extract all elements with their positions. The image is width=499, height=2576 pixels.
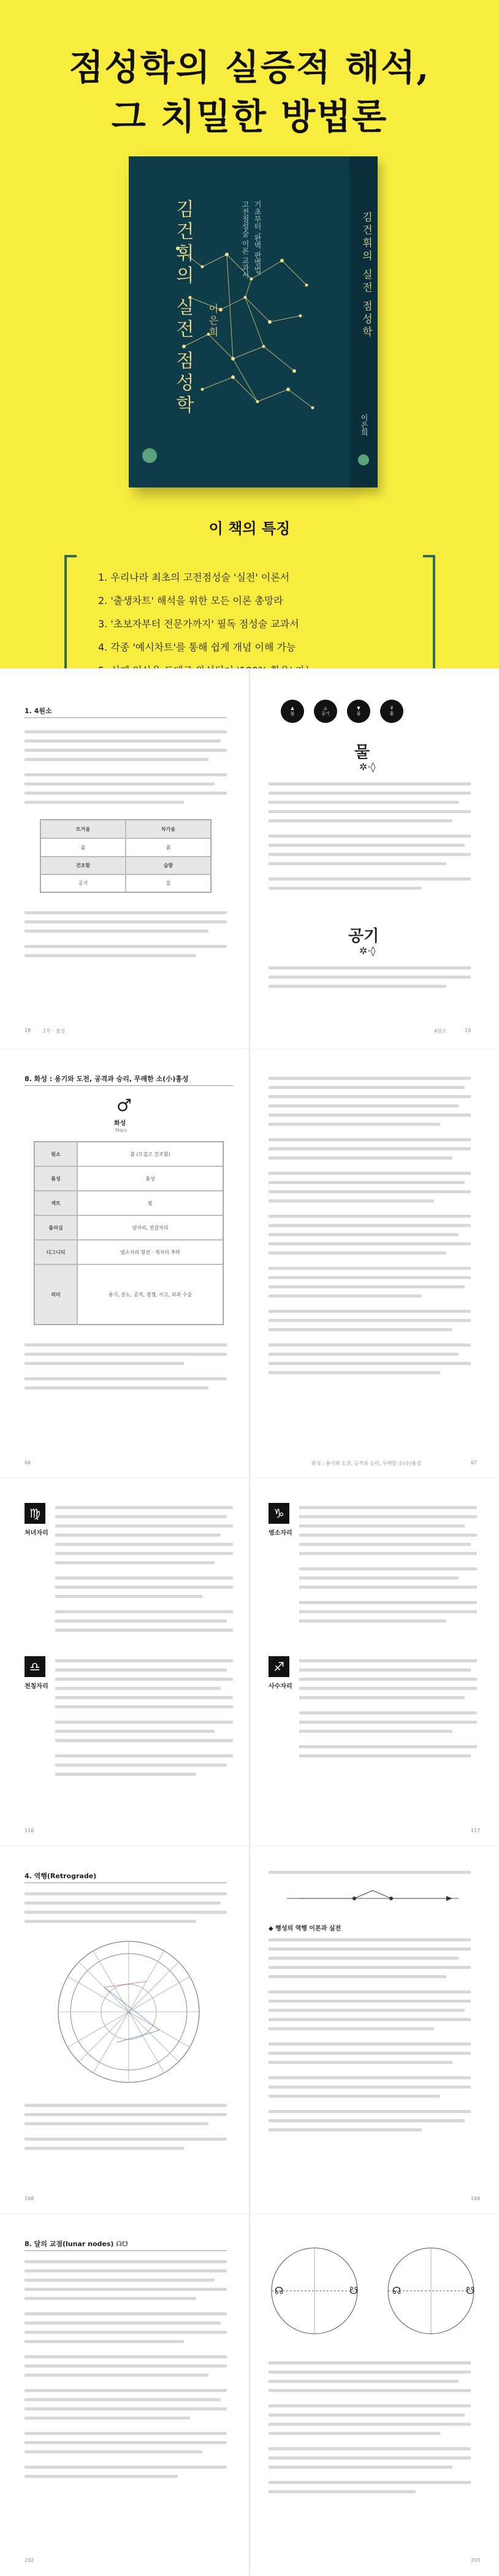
icon-label: 공기 [321,711,330,716]
icon-label: 흙 [389,711,394,716]
section-title: 4. 역행(Retrograde) [25,1871,227,1883]
cold-wet-icon: ✲·◊ [359,761,376,773]
page-left [6,669,249,1049]
text-line [299,1577,459,1580]
earth-icon: ⊽ 흙 [380,700,403,723]
text-line [269,2119,465,2122]
text-line [25,758,208,761]
spread-mars [0,1049,499,1478]
text-line [299,1524,465,1527]
text-line [25,2104,227,2107]
text-line [25,2312,227,2315]
sagittarius-icon: ♐ [269,1656,289,1677]
text-line [25,2122,208,2125]
text-line [269,1353,459,1356]
text-line [55,1552,233,1555]
air-icon: ◬ 공기 [314,700,337,723]
table-key: 의미 [34,1264,77,1324]
page-right [250,2214,493,2576]
sign-name: 천칭자리 [25,1683,48,1690]
page-number: 169 [471,2196,481,2201]
text-line [269,1957,459,1960]
text-line [25,782,215,785]
icon-label: 불 [290,711,295,716]
page-right [250,1846,493,2214]
text-line [299,1668,471,1672]
text-line [25,1353,227,1356]
text-line [25,911,227,914]
text-line [269,966,471,969]
text-line [299,1721,477,1724]
text-line [25,2475,178,2478]
text-line [25,2389,227,2392]
heading-water: 물 [354,743,370,762]
text-line [25,2340,184,2343]
features-title: 이 책의 특징 [208,520,291,537]
subsection-heading: ◆ 행성의 역행 이론과 실전 [269,1925,341,1932]
text-line [269,1319,471,1322]
text-line [25,749,227,752]
text-line [269,1276,471,1279]
hero-title [0,43,499,141]
page-number: 203 [471,2558,481,2563]
text-line [25,2398,221,2401]
text-line [55,1619,227,1622]
text-line [269,1199,434,1202]
book-spine [349,156,378,487]
text-line [269,1990,471,1993]
text-line [55,1610,233,1613]
water-icon: ▼ 물 [347,700,370,723]
text-line [55,1534,221,1537]
text-line [25,730,227,733]
page-right [250,1049,493,1478]
text-line [269,2466,452,2469]
page-left [6,1049,249,1478]
hero-section [0,0,499,668]
text-line [269,2061,452,2064]
text-line [269,2481,471,2484]
text-line [269,1156,452,1160]
text-line [55,1629,233,1632]
elements-table [40,819,211,893]
text-line [25,792,227,795]
text-line [269,2000,471,2003]
table-cell: 뜨거움 [40,820,126,838]
text-line [269,2009,465,2012]
text-line [25,954,196,957]
text-line [269,1343,471,1347]
text-line [269,2423,471,2426]
book-cover [129,156,349,487]
hot-wet-icon: ✲·◊ [359,945,376,957]
text-line [55,1754,233,1757]
running-head: 화성 : 용기와 도전, 공격과 승리, 무례한 소(小)흉성 [311,1461,421,1466]
text-line [269,1190,471,1193]
text-line [299,1610,477,1613]
sign-name: 염소자리 [269,1530,292,1537]
text-line [269,2432,440,2435]
section-title: 1. 4원소 [25,706,227,718]
table-value: 밤 [77,1191,223,1215]
text-line [55,1577,233,1580]
text-line [269,2128,422,2131]
text-line [299,1696,465,1699]
text-line [269,1233,459,1236]
page-number: 67 [471,1460,478,1466]
feature-item: 1. 우리나라 최초의 고전점성술 '실전' 이론서 [98,571,290,583]
text-line [25,2322,221,2325]
text-line [25,2407,227,2410]
text-line [25,2297,196,2300]
text-line [269,1215,471,1218]
text-line [25,1343,227,1347]
text-line [269,2076,471,2079]
book-title: 김건휘의 실전 점성학 [172,199,194,418]
hero-title-line1: 점성학의 실증적 해석, [69,47,430,88]
text-line [269,2052,471,2055]
text-line [55,1739,233,1742]
table-key: 품성 [34,1166,77,1191]
text-line [25,2147,184,2150]
features-list [98,566,314,682]
text-line [269,1095,471,1098]
table-key: 섹트 [34,1191,77,1215]
page-left [6,1846,249,2214]
text-line [269,887,422,890]
running-head: 1부 · 점성 [43,1028,65,1034]
text-line [269,2371,471,2374]
text-line [25,2364,227,2368]
text-line [25,2269,227,2272]
text-line [299,1730,452,1733]
text-line [299,1687,477,1690]
text-line [269,2404,471,2407]
text-line [269,1975,446,1978]
text-line [55,1668,227,1672]
text-line [55,1687,221,1690]
text-line [269,2380,459,2383]
table-cell: 흙 [126,838,211,857]
spine-author: 이은희 [360,414,368,436]
north-node-icon: ☊ [392,2285,402,2296]
text-line [269,801,459,804]
text-line [269,853,471,856]
text-line [25,773,227,776]
text-line [269,2110,471,2113]
table-value: 용기, 분노, 공격, 경쟁, 사고, 외과 수술 [77,1264,223,1324]
text-line [269,1224,471,1227]
table-key: 룰러십 [34,1215,77,1240]
text-line [269,1371,440,1374]
page-number: 66 [25,1460,31,1466]
spread-retrograde [0,1846,499,2214]
south-node-icon: ☋ [466,2285,475,2296]
text-line [269,2018,471,2021]
text-line [269,985,446,988]
text-line [55,1543,233,1546]
book-subtitle-1: 기초부터 '완벽 판별법' [253,201,262,276]
table-key: 원소 [34,1142,77,1166]
text-line [299,1567,477,1570]
text-line [299,1515,477,1518]
text-line [55,1506,233,1509]
text-line [55,1773,196,1776]
text-line [55,1730,215,1733]
planet-name-en: Mars [115,1128,128,1133]
page-number: 117 [471,1828,481,1833]
text-line [25,2432,227,2435]
text-line [269,1172,471,1175]
text-line [25,2279,215,2282]
text-line [269,1938,471,1941]
text-line [25,2260,227,2263]
text-line [269,2085,471,2089]
text-line [269,835,471,838]
text-line [25,945,227,948]
text-line [25,930,208,933]
text-line [269,810,471,813]
text-line [55,1678,233,1681]
text-line [25,2466,227,2469]
text-line [269,1267,471,1270]
text-line [299,1543,471,1546]
running-head: 4원소 [434,1028,447,1034]
text-line [269,1077,471,1080]
text-line [25,2417,190,2420]
text-line [269,862,446,865]
section-title: 8. 달의 교점(lunar nodes) ☊☋ [25,2239,227,2251]
text-line [55,1561,215,1564]
text-line [269,976,471,979]
text-line [269,2456,471,2459]
text-line [55,1764,227,1767]
text-line [25,1362,184,1365]
text-line [269,2043,471,2046]
text-line [269,1947,471,1951]
feature-item: 2. '출생차트' 해석을 위한 모든 이론 총망라 [98,595,283,606]
planet-name: 화성 [114,1120,126,1127]
text-line [299,1659,477,1662]
text-line [269,2447,471,2450]
text-line [55,1696,233,1699]
table-key: 디그니티 [34,1240,77,1264]
text-line [299,1678,477,1681]
page-left [6,2214,249,2576]
text-line [269,819,452,822]
text-line [55,1524,233,1527]
capricorn-icon: ♑ [269,1503,289,1524]
spine-title: 김건휘의 실전 점성학 [360,212,372,339]
spread-four-elements [0,668,499,1049]
table-cell: 불 [40,838,126,857]
text-line [299,1619,446,1622]
text-line [25,2441,227,2444]
text-line [55,1659,233,1662]
fire-icon: ▲ 불 [281,700,304,723]
text-line [269,1328,452,1331]
table-cell: 공기 [40,874,126,892]
text-line [55,1721,233,1724]
text-line [25,1377,227,1380]
book-subtitle-2: 고전점성술 이론 교과서 [241,201,250,279]
section-title: 8. 화성 : 용기와 도전, 공격과 승리, 무례한 소(小)흉성 [25,1074,233,1086]
text-line [269,1181,465,1184]
virgo-icon: ♍ [25,1503,45,1524]
text-line [269,2095,440,2098]
table-cell: 건조함 [40,857,126,874]
text-line [269,1147,471,1150]
mars-symbol-icon: ♂ [116,1095,132,1115]
page-number: 168 [25,2196,34,2201]
text-line [299,1552,477,1555]
sign-name: 사수자리 [269,1683,292,1690]
text-line [269,1114,471,1117]
feature-item: 4. 각종 '예시차트'를 통해 쉽게 개념 이해 가능 [98,641,296,653]
south-node-icon: ☋ [349,2285,359,2296]
text-line [55,1586,233,1589]
text-line [269,1966,471,1969]
text-line [25,1892,227,1895]
horoscope-chart-illustration [55,1938,202,2085]
page-number: 19 [465,1028,471,1033]
heading-air: 공기 [348,927,379,946]
text-line [269,1104,459,1107]
text-line [299,1754,471,1757]
text-line [269,1138,471,1141]
table-value: 염소자리 항진 · 게자리 추락 [77,1240,223,1264]
text-line [25,920,227,923]
table-value: 불 (뜨겁고 건조함) [77,1142,223,1166]
text-line [299,1745,477,1748]
page-left [6,1478,249,1846]
text-line [25,2450,202,2453]
table-value: 흉성 [77,1166,223,1191]
page-number: 202 [25,2558,34,2563]
text-line [25,1901,221,1905]
page-right [250,669,493,1049]
text-line [25,801,184,804]
text-line [269,1242,471,1245]
retrograde-motion-diagram [281,1883,465,1914]
text-line [269,1294,422,1298]
text-line [55,1595,202,1598]
table-cell: 물 [126,874,211,892]
text-line [299,1586,477,1589]
text-line [55,1515,227,1518]
page-number: 18 [25,1028,31,1033]
page-right [250,1478,493,1846]
book-subtitle [239,201,264,279]
sign-name: 처녀자리 [25,1530,48,1537]
text-line [269,844,465,847]
table-cell: 습함 [126,857,211,874]
text-line [25,2113,227,2116]
text-line [25,2331,227,2334]
text-line [25,1911,227,1914]
text-line [269,1310,471,1313]
text-line [25,1920,196,1923]
icon-label: 물 [356,711,361,716]
text-line [269,1252,446,1255]
libra-icon: ♎ [25,1656,45,1677]
book-author: 이은희 [207,304,219,338]
spread-signs [0,1478,499,1846]
text-line [25,2288,227,2291]
spread-lunar-nodes [0,2214,499,2575]
text-line [269,1362,471,1365]
text-line [299,1601,477,1604]
table-cell: 차가움 [126,820,211,838]
text-line [25,2374,208,2377]
text-line [269,2027,434,2030]
feature-item: 3. '초보자부터 전문가까지' 필독 점성술 교과서 [98,618,299,630]
hero-title-line2: 그 치밀한 방법론 [111,96,388,137]
text-line [269,1086,465,1089]
text-line [299,1506,477,1509]
text-line [25,2138,227,2141]
text-line [269,782,471,785]
text-line [269,1285,465,1288]
text-line [269,1123,440,1126]
north-node-icon: ☊ [275,2285,284,2296]
text-line [25,740,221,743]
text-line [25,2355,227,2358]
text-line [269,2361,471,2364]
table-value: 양자리, 전갈자리 [77,1215,223,1240]
publisher-logo-icon [142,448,157,463]
text-line [269,792,471,795]
element-icons [281,700,403,723]
text-line [269,877,471,881]
text-line [55,1705,233,1708]
text-line [269,1871,471,1874]
mars-table [34,1141,224,1325]
text-line [269,2414,465,2417]
page-number: 116 [25,1828,34,1833]
text-line [299,1534,477,1537]
text-line [269,2389,471,2392]
spine-logo-icon [358,454,369,465]
text-line [269,2490,416,2493]
text-line [25,1386,208,1389]
text-line [299,1711,477,1714]
